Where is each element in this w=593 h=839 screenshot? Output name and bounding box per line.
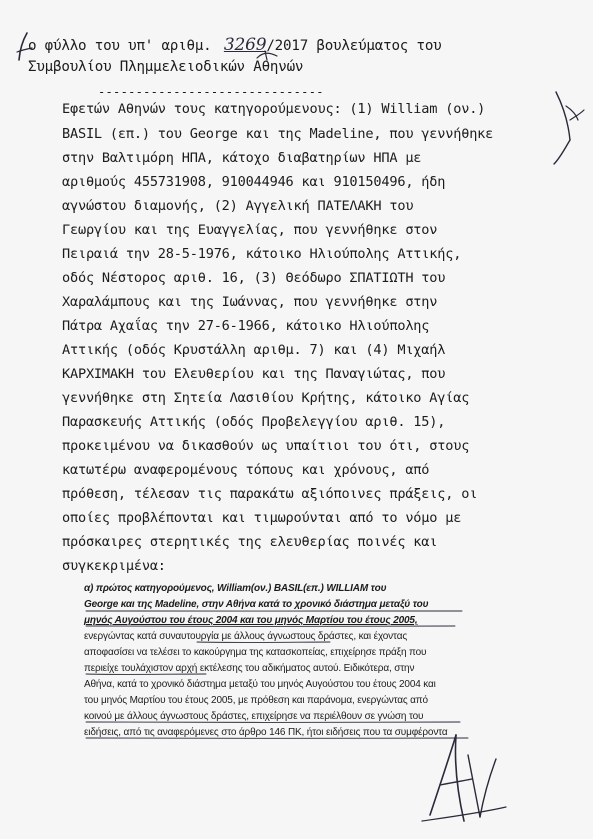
header-prefix: ο φύλλο του υπ' αριθμ. [28,38,212,54]
section-a-line-8: του μηνός Μαρτίου του έτους 2005, με πρόθεση και παράνομα, ενεργώντας από [84,695,428,706]
separator-line: ------------------------------ [98,85,324,99]
body-line-13: γεννήθηκε στη Σητεία Λασιθίου Κρήτης, κάτοικο Αγίας [62,390,470,406]
body-line-18: οποίες προβλέπονται και τιμωρούνται από το νόμο με [62,510,462,526]
decree-number-handwritten: 3269 [223,35,267,55]
body-line-5: αγνώστου διαμονής, (2) Αγγελική ΠΑΤΕΛΑΚΗ του [62,198,414,214]
section-a-line-6: περιείχε τουλάχιστον αρχή εκτέλεσης του αδικήματος αυτού. Ειδικότερα, στην [84,663,415,674]
body-line-19: πρόσκαιρες στερητικές της ελευθερίας ποινές και [62,534,438,550]
body-line-17: πρόθεση, τέλεσαν τις παρακάτω αξιόποινες πράξεις, οι [62,486,478,502]
handwritten-signature [410,725,520,835]
body-line-4: αριθμούς 455731908, 910044946 και 910150496, ήδη [62,174,446,190]
section-a-line-7: Αθήνα, κατά το χρονικό διάστημα μεταξύ του μηνός Αυγούστου του έτους 2004 και [84,679,436,690]
body-line-12: ΚΑΡΧΙΜΑΚΗ του Ελευθερίου και της Παναγιώτας, που [62,366,446,382]
body-line-9: Χαραλάμπους και της Ιωάννας, που γεννήθηκε στην [62,294,438,310]
body-line-6: Γεωργίου και της Ευαγγελίας, που γεννήθηκε στον [62,222,438,238]
section-a-line-2: George και της Madeline, στην Αθήνα κατά το χρονικό διάστημα μεταξύ του [84,599,429,610]
section-a-line-3: μηνός Αυγούστου του έτους 2004 και του μηνός Μαρτίου του έτους 2005, [84,615,418,626]
body-line-14: Παρασκευής Αττικής (οδός Προβελεγγίου αριθ. 15), [62,414,446,430]
section-a-line-9: κοινού με άλλους άγνωστους δράστες, επιχείρησε να περιέλθουν σε γνώση του [84,711,424,722]
section-a-line-4: ενεργώντας κατά συναυτουργία με άλλους άγνωστους δράστες, και έχοντας [84,631,407,642]
body-line-20: συγκεκριμένα: [62,558,166,574]
body-line-8: οδός Νέστορος αριθ. 16, (3) Θεόδωρο ΣΠΑΤΙΩΤΗ του [62,270,446,286]
section-a-line-10: ειδήσεις, από τις αναφερόμενες στο άρθρο 146 ΠΚ, ήτοι ειδήσεις που τα συμφέροντα [84,727,448,738]
body-line-16: κατωτέρω αναφερομένους τόπους και χρόνους, από [62,462,430,478]
body-line-11: Αττικής (οδός Κρυστάλλη αριθμ. 7) και (4) Μιχαήλ [62,342,446,358]
margin-annotation-right [548,80,588,170]
body-line-10: Πάτρα Αχαΐας την 27-6-1966, κάτοικο Ηλιούπολης [62,318,430,334]
body-line-7: Πειραιά την 28-5-1976, κάτοικο Ηλιούπολης Αττικής, [62,246,462,262]
body-line-3: στην Βαλτιμόρη ΗΠΑ, κάτοχο διαβατηρίων ΗΠΑ με [62,150,422,166]
header-suffix: /2017 βουλεύματος του [266,38,442,54]
section-a-line-5: αποφασίσει να τελέσει το κακούργημα της κατασκοπείας, επιχείρησε πράξη που [84,647,427,658]
body-line-2: BASIL (επ.) του George και της Madeline, που γεννήθηκε [62,126,494,142]
body-line-15: προκειμένου να δικασθούν ως υπαίτιοι του ότι, στους [62,438,470,454]
body-line-1: Εφετών Αθηνών τους κατηγορούμενους: (1) William (ον.) [62,101,486,117]
header-line-2: Συμβουλίου Πλημμελειοδικών Αθηνών [28,59,304,75]
section-a-line-1: α) πρώτος κατηγορούμενος, William(ον.) BASIL(επ.) WILLIAM του [84,583,387,594]
